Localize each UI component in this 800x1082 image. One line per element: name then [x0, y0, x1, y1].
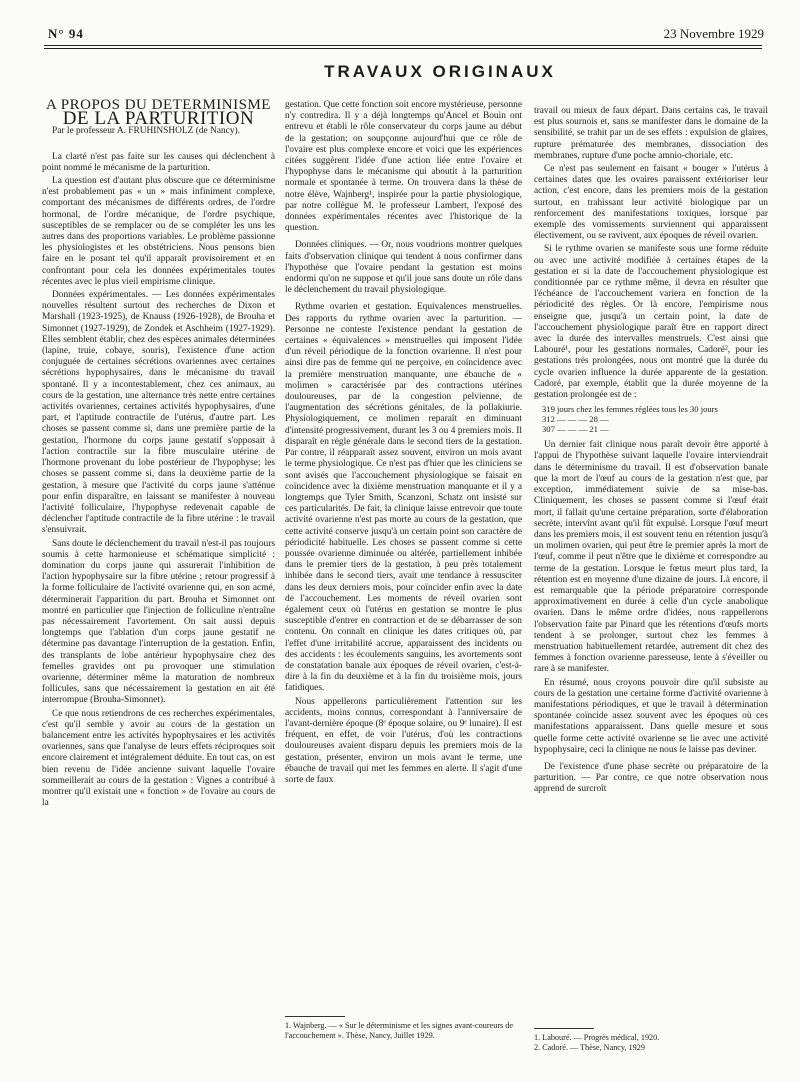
article-title-line1: A PROPOS DU DETERMINISME — [46, 97, 271, 113]
paragraph: La clarté n'est pas faite sur les causes qui déclenchent à point nommé le mécanisme de la parturition. — [42, 151, 275, 173]
paragraph: Un dernier fait clinique nous paraît devoir être apporté à l'appui de l'hypothèse suivant laquelle l'ovaire interviendrait dans le déterminisme du travail. Il est d'observation banale que la mort de l'œuf au cours de la gestation n'est que, par exception, immédiatement suivie de sa mise-bas. Cliniquement, les choses se passent comme si l'œuf était mort, il fallait qu'une certaine préparation, sorte d'élaboration secrète, intervînt avant qu'il fût expulsé. Lorsque l'œuf meurt dans les premiers mois, il est souvent tenu en rétention jusqu'à un molimen ovarien, qui peut être le premier après la mort de l'œuf, comme il peut n'être que le dixième et correspondre au terme de la gestation. Lorsque le fœtus meurt plus tard, la rétention est en moyenne d'une dizaine de jours. Là encore, il est remarquable que la période préparatoire corresponde approximativement en durée à celle d'un cycle anabolique ovarien. Dans le même ordre d'idées, nous rappellerons l'observation faite par Pinard que les rétentions d'œufs morts tendent à se prolonger, surtout chez les femmes à menstruation habituellement retardée, autrement dit chez des femmes à fonction ovarienne paresseuse, lente à s'éveiller ou rare à se manifester. — [534, 440, 768, 675]
gestation-table — [542, 404, 768, 434]
paragraph: gestation. Que cette fonction soit encore mystérieuse, personne n'y contredira. Il y a déjà longtemps qu'Ancel et Bouin ont entrevu et établi le rôle conservateur du corps jaune au début de la gestation; on soupçonne aujourd'hui que ce rôle de l'ovaire est plus complexe encore et voici que les expériences citées suggèrent l'idée d'une action liée entre l'ovaire et l'hypophyse dans le mécanisme qui aboutit à la parturition normale et spontanée à terme. On trouvera dans la thèse de notre élève, Wajnberg¹, inspirée pour la partie physiologique, par notre collègue M. le professeur Lambert, l'exposé des données expérimentales récentes avec l'historique de la question. — [285, 100, 522, 234]
paragraph: Ce n'est pas seulement en faisant « bouger » l'utérus à certaines dates que les ovaires paraissent extérioriser leur action, c'est encore, dans les premiers mois de la gestation surtout, en trahissant leur activité biologique par un renforcement des manifestations toxiques, lorsque par exemple des vomissements surviennent qui apparaissent électivement, ou se ravivent, aux époques de réveil ovarien. — [534, 164, 768, 242]
column-3 — [534, 106, 768, 798]
paragraph: Sans doute le déclenchement du travail n'est-il pas toujours soumis à cette harmonieuse et schématique simplicité : domination du corps jaune qui assurerait l'inhibition de l'action hypophysaire sur la fibre utérine ; retour progressif à la forme folliculaire de l'activité ovarienne qui, en son acmé, déterminerait l'apparition du part. Brouha et Simonnet ont montré en particulier que l'injection de folliculine n'entraîne pas nécessairement l'avortement. On sait aussi depuis longtemps que l'ablation d'un corps jaune gestatif ne détermine pas davantage l'interruption de la gestation. Enfin, des transplants de lobe antérieur hypophysaire chez des femelles gravides ont pu provoquer une stimulation ovarienne, déterminer même la maturation de nombreux follicules, sans que nécessairement la gestation en ait été interrompue (Brouha-Simonnet). — [42, 538, 275, 706]
header-rule-2 — [44, 48, 762, 49]
page-number: N° 94 — [48, 26, 84, 41]
paragraph: travail ou mieux de faux départ. Dans certains cas, le travail est plus sournois et, sans se manifester dans le domaine de la sensibilité, se trahit par un de ses effets : expulsion de glaires, rupture prématurée des membranes, dissociation des membranes, rupture d'une poche amnio-choriale, etc. — [534, 106, 768, 161]
paragraph: En résumé, nous croyons pouvoir dire qu'il subsiste au cours de la gestation une certaine forme d'activité ovarienne à manifestations périodiques, et que le travail à détermination spontanée coïncide assez souvent avec les époques où ces manifestations apparaissent. Dans quelle mesure et sous quelle forme cette activité ovarienne se lie avec une activité hypophysaire, ceci la clinique ne nous le laisse pas deviner. — [534, 677, 768, 755]
paragraph: Si le rythme ovarien se manifeste sous une forme réduite ou avec une activité modifiée à certaines étapes de la gestation et si la date de l'accouchement physiologique est conditionnée par ce rythme même, il devra en résulter que l'échéance de l'accouchement variera en fonction de la périodicité des règles. Or là encore, l'empirisme nous enseigne que, jusqu'à un certain point, la date de l'accouchement physiologique paraît être en rapport direct avec la durée des intervalles menstruels. C'est ainsi que Labouré¹, pour les gestations normales, Cadoré², pour les gestations très prolongées, nous ont montré que la durée du cycle ovarien influence la durée apparente de la gestation. Cadoré, par exemple, établit que la durée moyenne de la gestation prolongée est de : — [534, 244, 768, 401]
paragraph: Données cliniques. — Or, nous voudrions montrer quelques faits d'observation clinique qui tendent à nous confirmer dans l'hypothèse que l'ovaire pendant la gestation est moins endormi qu'on ne suppose et qu'il joue sans doute un rôle dans le déclenchement du travail physiologique. — [285, 240, 522, 296]
paragraph: La question est d'autant plus obscure que ce déterminisme n'est probablement pas « un » mais infiniment complexe, comportant des mécanismes de différents ordres, de l'ordre hormonal, de l'ordre mécanique, de l'ordre psychique, susceptibles de se remplacer ou de se compléter les uns les autres dans des proportions variables. Le problème passionne les physiologistes et les obstétriciens. Nous pensons bien faire en le posant tel qu'il apparaît provisoirement et en confrontant pour cela les données expérimentales toutes récentes avec le plus vieil empirisme clinique. — [42, 176, 275, 287]
section-title: TRAVAUX ORIGINAUX — [324, 62, 556, 81]
paragraph: Nous appellerons particulièrement l'attention sur les accidents, moins connus, correspondant à l'anniversaire de l'avant-dernière époque (8ᵉ époque solaire, ou 9ᵉ lunaire). Il est fréquent, en effet, de voir l'utérus, d'où les contractions douloureuses avaient disparu depuis les premiers mois de la gestation, présenter, environ un mois avant le terme, une ébauche de travail qui met les femmes en alerte. Il s'agit d'une sorte de faux — [285, 696, 522, 785]
table-row: 319 jours chez les femmes réglées tous les 30 jours — [542, 404, 718, 415]
footnote-rule — [534, 1028, 594, 1029]
issue-date: 23 Novembre 1929 — [663, 26, 764, 41]
paragraph: Ce que nous retiendrons de ces recherches expérimentales, c'est qu'il semble y avoir au cours de la gestation un balancement entre les activités hypophysaires et les activités ovariennes, sans que l'analyse de leurs effets réciproques soit encore clairement et intégralement déduite. En tout cas, on est bien revenu de l'idée ancienne suivant laquelle l'ovaire sommeillerait au cours de la gestation : Vignes a contribué à montrer qu'il existait une « fonction » de l'ovaire au cours de la — [42, 708, 275, 809]
footnote-rule — [285, 1016, 345, 1017]
footnote: 1. Labouré. — Progrès médical, 1920. — [534, 1033, 660, 1042]
footnote: 2. Cadoré. — Thèse, Nancy, 1929 — [534, 1042, 645, 1052]
header-rule — [44, 45, 762, 46]
column-2 — [285, 100, 522, 788]
article-author: Par le professeur A. FRUHINSHOLZ (de Nancy). — [52, 126, 240, 137]
footnote: 1. Wajnberg. — « Sur le déterminisme et les signes avant-coureurs de l'accouchement ». Thèse, Nancy, Juillet 1929. — [285, 1021, 514, 1040]
footnotes-col3 — [534, 1022, 768, 1052]
paragraph: Rythme ovarien et gestation. Equivalences menstruelles. Des rapports du rythme ovarien avec la parturition. — Personne ne conteste l'existence pendant la gestation de certaines « équivalences » menstruelles qui imposent l'idée d'un réveil périodique de la fonction ovarienne. Il n'est pour ainsi dire pas de femme qui ne perçoive, en coïncidence avec la première menstruation manquante, une ébauche de « molimen » caractérisée par des contractions utérines douloureuses, par de la congestion pelvienne, de l'augmentation des sécrétions génitales, de la pollakiurie. Physiologiquement, ce molimen reparaît en diminuant d'intensité progressivement, durant les 3 ou 4 premiers mois. Il disparaît en règle générale dans le second tiers de la gestation. Par contre, il réapparaît assez souvent, environ un mois avant le terme physiologique. Ce n'est pas d'hier que les cliniciens se sont avisés que l'accouchement physiologique se faisait en coïncidence avec la dixième menstruation manquante et il y a longtemps que Tyler Smith, Scanzoni, Schatz ont insisté sur ces particularités. De fait, la clinique laisse entrevoir que toute activité ovarienne n'est pas morte au cours de la gestation, que cette activité conserve jusqu'à un certain point son caractère de périodicité habituelle. Les choses se passent comme si cette poussée ovarienne diminuée ou altérée, partiellement inhibée dans le premier tiers de la gestation, à peu près totalement inhibée dans le second tiers, avait une tendance à ressusciter dans les deux derniers mois, pour coïncider enfin avec la date de l'accouchement. Les moments de réveil ovarien sont également ceux où l'utérus en gestation se montre le plus susceptible d'entrer en contraction et de se débarrasser de son contenu. On connaît en clinique les dates critiques où, par l'effet d'une irritabilité accrue, apparaissent des incidents ou des accidents : les écoulements sanguins, les avortements sont de constatation banale aux époques de réveil ovarien, c'est-à-dire à la fin du deuxième et à la fin du troisième mois, jours fatidiques. — [285, 302, 522, 694]
paragraph: Données expérimentales. — Les données expérimentales nouvelles résultent surtout des recherches de Dixon et Marshall (1923-1925), de Knauss (1926-1928), de Brouha et Simonnet (1927-1929), de Zondek et Aschheim (1927-1929). Elles semblent établir, chez des espèces animales déterminées (lapine, truie, cobaye, souris), l'existence d'une action conjuguée de certaines sécrétions ovariennes avec certaines sécrétions hypophysaires, dans le mécanisme du travail spontané. Il y a incontestablement, chez ces animaux, au cours de la gestation, une alternance très nette entre certaines activités ovariennes, certaines activités hypophysaires, d'une part, et l'aptitude contractile de l'utérus, d'autre part. Les choses se passent comme si, dans une première partie de la gestation, l'hormone du corps jaune gestatif s'opposait à l'action contractile sur la fibre musculaire utérine de l'hormone provenant du lobe postérieur de l'hypophyse; les choses se passent comme si, dans la deuxième partie de la gestation, à mesure que l'activité du corps jaune s'atténue pour enfin disparaître, en laissant se manifester à nouveau l'activité folliculaire, l'hypophyse redevenait capable de déclencher l'aptitude contractile de la fibre utérine : le travail s'ensuivrait. — [42, 290, 275, 536]
footnote-col2 — [285, 1010, 522, 1040]
table-row: 312 — — — 28 — — [542, 414, 609, 425]
column-1 — [42, 97, 275, 811]
table-row: 307 — — — 21 — — [542, 424, 609, 435]
article-title-line2: DE LA PARTURITION — [62, 108, 255, 130]
paragraph: De l'existence d'une phase secrète ou préparatoire de la parturition. — Par contre, ce que notre observation nous apprend de surcroît — [534, 761, 768, 795]
